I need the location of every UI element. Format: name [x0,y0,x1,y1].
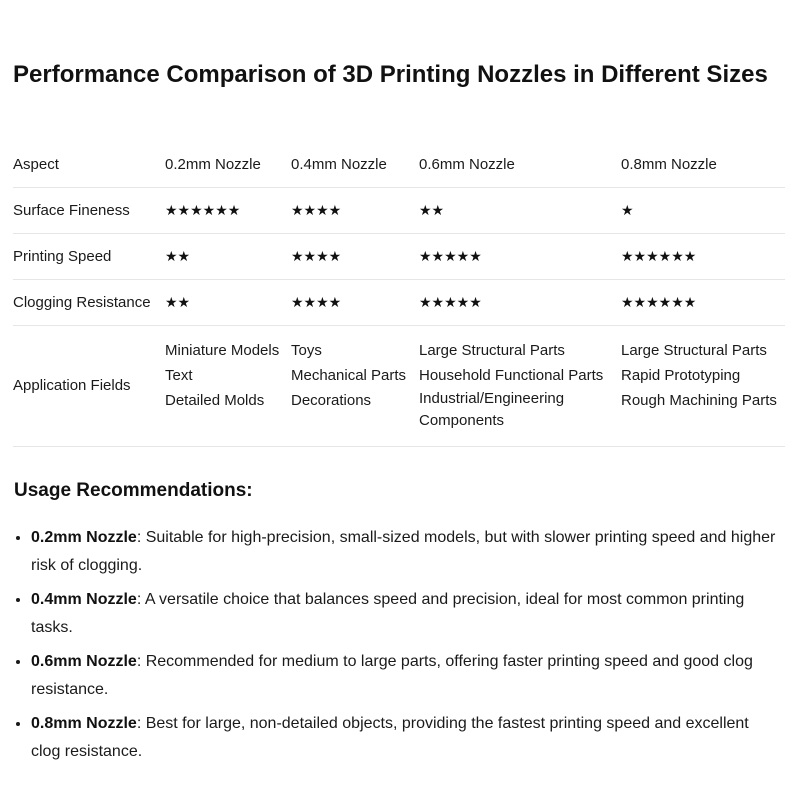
column-header: 0.8mm Nozzle [621,156,717,173]
star-rating: ★★★★★★ [621,280,785,326]
application-item: Large Structural Parts [419,342,565,359]
application-item: Industrial/Engineering Components [419,390,565,429]
star-rating: ★★★★ [291,188,419,234]
list-item-text: : Suitable for high-precision, small-sized models, but with slower printing speed and higher risk of clogging. [31,529,776,574]
application-item: Mechanical Parts [291,367,407,384]
list-item-label: 0.2mm Nozzle [31,529,137,546]
table-row [13,280,785,326]
section-heading: Usage Recommendations: [14,480,253,501]
table-row [13,234,785,280]
application-item: Toys [291,342,322,359]
star-rating: ★★★★ [291,234,419,280]
star-rating: ★★★★★★ [165,188,291,234]
application-item: Large Structural Parts [621,342,767,359]
list-item-text: : A versatile choice that balances speed and precision, ideal for most common printing tasks. [31,591,745,636]
list-item-label: 0.6mm Nozzle [31,653,137,670]
star-rating: ★★★★★★ [621,234,785,280]
list-item-text: : Recommended for medium to large parts, offering faster printing speed and good clog resistance. [31,653,753,698]
application-item: Detailed Molds [165,392,265,409]
row-label: Application Fields [13,326,165,447]
star-rating: ★★ [165,280,291,326]
list-item [31,710,776,766]
application-list [621,326,785,447]
list-item-label: 0.8mm Nozzle [31,715,137,732]
list-item [31,586,776,642]
application-item: Decorations [291,392,372,409]
star-rating: ★ [621,188,785,234]
table-row-applications [13,326,785,447]
star-rating: ★★ [419,188,621,234]
application-list [419,326,621,447]
column-header: Aspect [13,156,59,173]
recommendations-list [13,524,776,772]
application-list [165,326,291,447]
application-item: Rough Machining Parts [621,392,777,409]
application-list [291,326,419,447]
list-item-label: 0.4mm Nozzle [31,591,137,608]
table-row [13,188,785,234]
application-item: Miniature Models [165,342,280,359]
row-label: Clogging Resistance [13,280,165,326]
column-header: 0.4mm Nozzle [291,156,387,173]
table-header-row [13,142,785,188]
list-item-text: : Best for large, non-detailed objects, providing the fastest printing speed and excellent clog resistance. [31,715,749,760]
star-rating: ★★★★ [291,280,419,326]
column-header: 0.6mm Nozzle [419,156,515,173]
row-label: Surface Fineness [13,188,165,234]
row-label: Printing Speed [13,234,165,280]
star-rating: ★★★★★ [419,234,621,280]
comparison-table [13,142,785,447]
column-header: 0.2mm Nozzle [165,156,261,173]
star-rating: ★★ [165,234,291,280]
list-item [31,648,776,704]
page-title: Performance Comparison of 3D Printing Nozzles in Different Sizes [13,61,768,88]
application-item: Rapid Prototyping [621,367,741,384]
application-item: Text [165,367,193,384]
star-rating: ★★★★★ [419,280,621,326]
list-item [31,524,776,580]
application-item: Household Functional Parts [419,367,604,384]
